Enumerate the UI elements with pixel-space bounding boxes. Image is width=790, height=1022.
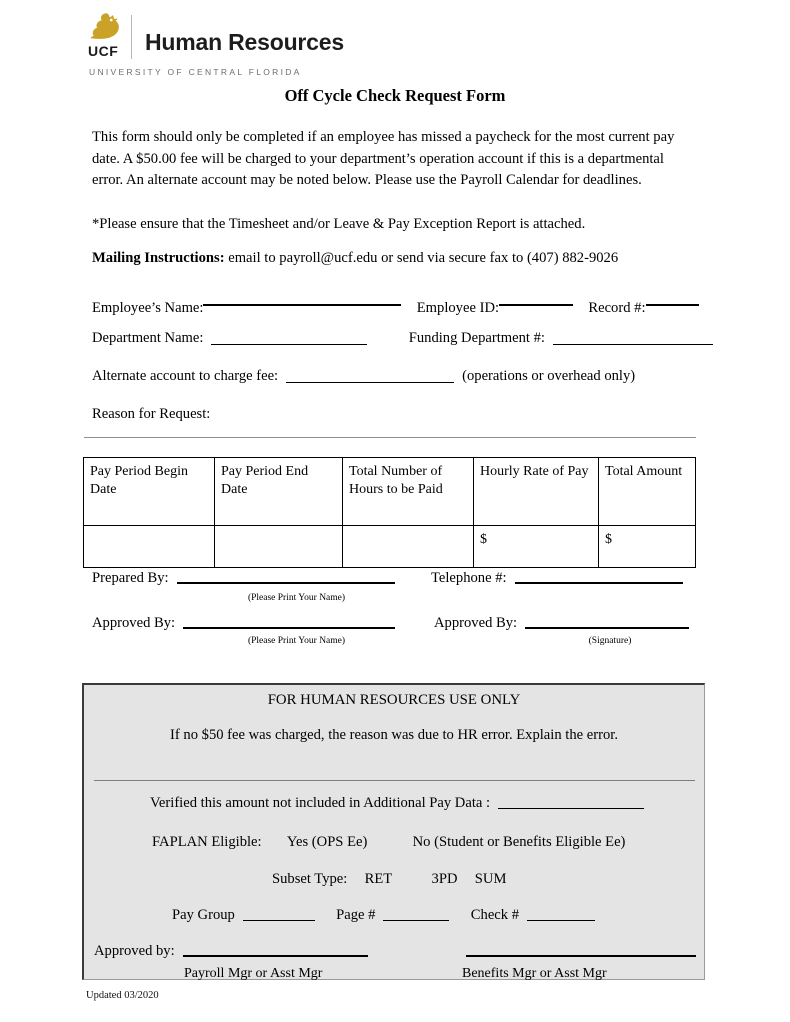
hr-verified-label: Verified this amount not included in Additional Pay Data : — [150, 795, 491, 811]
hr-approved-payroll-caption: Payroll Mgr or Asst Mgr — [184, 966, 323, 981]
prepared-by-label: Prepared By: — [92, 570, 169, 586]
alternate-account-label: Alternate account to charge fee: — [92, 368, 279, 384]
approved-by-right-input[interactable] — [525, 627, 689, 629]
approved-by-left-row — [92, 615, 395, 632]
table-header-cell: Pay Period End Date — [215, 458, 343, 526]
funding-department-input[interactable] — [553, 344, 713, 345]
hr-approved-payroll-input[interactable] — [183, 955, 368, 957]
hr-page-number-label: Page # — [336, 907, 376, 923]
attachment-note: *Please ensure that the Timesheet and/or Leave & Pay Exception Report is attached. — [92, 216, 586, 232]
table-header-cell: Total Amount — [599, 458, 696, 526]
approved-by-right-label: Approved By: — [434, 615, 518, 631]
hr-subset-option-sum[interactable]: SUM — [474, 871, 507, 887]
telephone-row — [431, 570, 683, 587]
department-name-input[interactable] — [211, 344, 367, 345]
employee-id-label: Employee ID: — [416, 300, 500, 316]
header-divider — [131, 15, 132, 59]
hr-approved-benefits-input[interactable] — [466, 955, 696, 957]
approved-by-right-row — [434, 615, 689, 632]
hr-pay-group-input[interactable] — [243, 920, 315, 921]
approved-by-left-label: Approved By: — [92, 615, 176, 631]
intro-paragraph: This form should only be completed if an employee has missed a paycheck for the most current pay date. A $50.00 fee will be charged to your department’s operation account if this is a departmental error. An alternate account may be noted below. Please use the Payroll Calendar for deadlines. — [92, 129, 675, 188]
hr-check-number-label: Check # — [470, 907, 520, 923]
ucf-logo — [88, 12, 134, 60]
table-header-cell: Hourly Rate of Pay — [474, 458, 599, 526]
hr-check-number-input[interactable] — [527, 920, 595, 921]
pay-period-begin-cell[interactable] — [84, 526, 215, 568]
ucf-pegasus-icon — [90, 12, 124, 42]
mailing-instructions-label: Mailing Instructions: — [92, 250, 225, 266]
department-name-label: Department Name: — [92, 330, 204, 346]
unit-title: Human Resources — [145, 29, 344, 55]
table-row — [84, 526, 696, 568]
hr-verified-row — [150, 795, 644, 812]
employee-name-input[interactable] — [203, 304, 401, 306]
hr-faplan-option-no[interactable]: No (Student or Benefits Eligible Ee) — [412, 834, 626, 850]
hr-subset-row — [272, 871, 506, 888]
page-title: Off Cycle Check Request Form — [284, 86, 506, 105]
prepared-by-note: (Please Print Your Name) — [247, 593, 346, 603]
hr-faplan-label: FAPLAN Eligible: — [152, 834, 262, 850]
employee-name-label: Employee’s Name: — [92, 300, 204, 316]
record-number-input[interactable] — [646, 304, 699, 306]
hr-verified-input[interactable] — [498, 808, 644, 809]
hr-subset-label: Subset Type: — [272, 871, 348, 887]
hourly-rate-cell[interactable]: $ — [474, 526, 599, 568]
employee-identity-row — [92, 300, 699, 317]
telephone-input[interactable] — [515, 582, 683, 584]
hr-explanation-input[interactable] — [94, 780, 695, 781]
total-hours-cell[interactable] — [343, 526, 474, 568]
table-header-cell: Pay Period Begin Date — [84, 458, 215, 526]
ucf-wordmark: UCF — [88, 43, 119, 59]
prepared-by-row — [92, 570, 395, 587]
reason-label: Reason for Request: — [92, 406, 211, 422]
page-header — [88, 12, 708, 84]
hr-approved-row — [94, 943, 696, 960]
hr-faplan-row — [152, 834, 625, 851]
total-amount-cell[interactable]: $ — [599, 526, 696, 568]
mailing-instructions-text: email to payroll@ucf.edu or send via secure fax to (407) 882-9026 — [224, 250, 619, 266]
hr-approved-by-label: Approved by: — [94, 943, 175, 959]
telephone-label: Telephone #: — [431, 570, 507, 586]
approved-by-left-note: (Please Print Your Name) — [247, 636, 346, 646]
reason-row — [92, 406, 210, 423]
hr-page-number-input[interactable] — [383, 920, 449, 921]
prepared-by-input[interactable] — [177, 582, 395, 584]
hr-explain-text: If no $50 fee was charged, the reason was due to HR error. Explain the error. — [170, 727, 618, 743]
approved-by-left-input[interactable] — [183, 627, 395, 629]
record-number-label: Record #: — [588, 300, 646, 316]
hr-use-only-section — [82, 683, 705, 980]
mailing-instructions — [92, 248, 677, 270]
hr-subset-option-3pd[interactable]: 3PD — [431, 871, 458, 887]
pay-period-table — [83, 457, 696, 568]
hr-faplan-option-yes[interactable]: Yes (OPS Ee) — [286, 834, 368, 850]
table-header-cell: Total Number of Hours to be Paid — [343, 458, 474, 526]
approved-by-right-note: (Signature) — [588, 636, 632, 646]
university-tagline: UNIVERSITY OF CENTRAL FLORIDA — [89, 67, 302, 77]
hr-section-heading: FOR HUMAN RESOURCES USE ONLY — [267, 692, 521, 708]
alternate-account-row — [92, 368, 635, 385]
alternate-account-input[interactable] — [286, 382, 454, 383]
department-row — [92, 330, 713, 347]
employee-id-input[interactable] — [499, 304, 573, 306]
funding-department-label: Funding Department #: — [408, 330, 545, 346]
table-header-row — [84, 458, 696, 526]
pay-period-end-cell[interactable] — [215, 526, 343, 568]
reason-input-rule[interactable] — [84, 437, 696, 438]
hr-pay-group-label: Pay Group — [172, 907, 235, 923]
document-footer: Updated 03/2020 — [86, 990, 159, 1001]
hr-paygroup-row — [172, 907, 595, 924]
hr-approved-benefits-caption: Benefits Mgr or Asst Mgr — [462, 966, 607, 981]
hr-subset-option-ret[interactable]: RET — [364, 871, 393, 887]
alternate-account-note: (operations or overhead only) — [462, 368, 636, 384]
